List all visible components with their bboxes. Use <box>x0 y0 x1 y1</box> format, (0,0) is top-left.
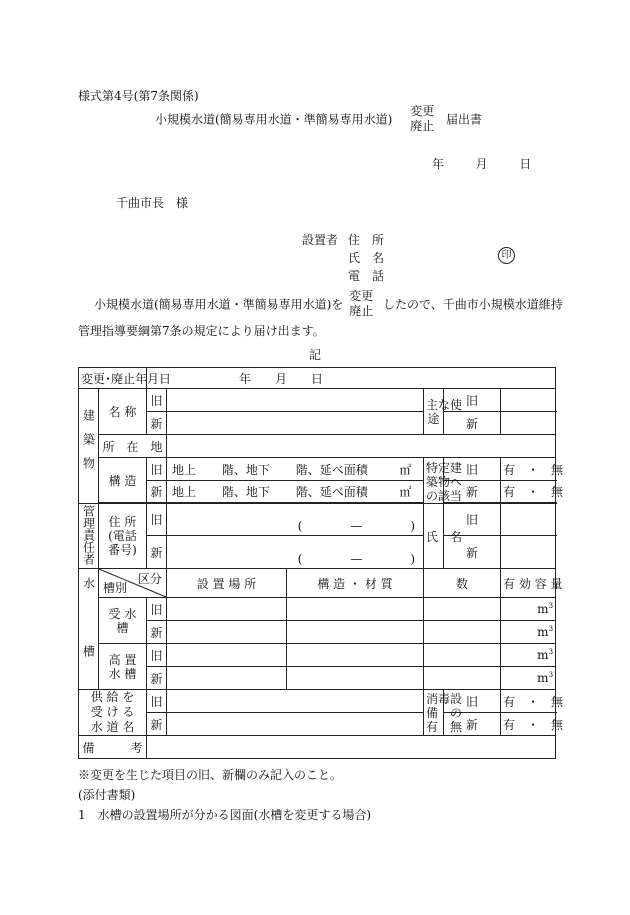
new-label: 新 <box>444 713 501 736</box>
manager-address-label: 住 所 (電話 番号) <box>99 504 147 569</box>
manager-name-old-field[interactable] <box>501 504 556 536</box>
receive-new-material-field[interactable] <box>287 621 424 644</box>
row-change-date <box>79 368 556 389</box>
location-field[interactable] <box>167 435 556 458</box>
old-label: 旧 <box>147 598 167 621</box>
structure-old-field[interactable]: 地上 階、地下 階、延べ面積 ㎡ <box>167 458 424 481</box>
disinfect-new-yes-no[interactable]: 有 ・ 無 <box>501 713 556 736</box>
building-name-new-field[interactable] <box>167 412 424 435</box>
applicant-name-label: 氏 名 <box>348 251 385 265</box>
manager-address-new-field[interactable]: ( — ) <box>167 536 424 569</box>
note-attachment-1: 1 水槽の設置場所が分かる図面(水槽を変更する場合) <box>78 808 372 822</box>
main-use-label: 主な使 途 <box>424 389 444 435</box>
elevated-old-place-field[interactable] <box>167 644 287 667</box>
supply-waterworks-label: 供 給 を 受 け る 水 道 名 <box>79 690 147 736</box>
elevated-new-material-field[interactable] <box>287 667 424 690</box>
manager-name-new-field[interactable] <box>501 536 556 569</box>
elevated-old-count-field[interactable] <box>424 644 501 667</box>
body-line-2: 管理指導要綱第7条の規定により届け出ます。 <box>78 324 325 338</box>
row-receive-old <box>79 598 556 621</box>
title-option-change: 変更 <box>410 104 435 118</box>
remarks-label: 備 考 <box>79 736 147 759</box>
supply-old-field[interactable] <box>167 690 424 713</box>
name-label: 名 称 <box>99 389 147 435</box>
new-label: 新 <box>147 621 167 644</box>
old-label: 旧 <box>444 690 501 713</box>
title-option-abolish: 廃止 <box>410 119 435 133</box>
change-date-field[interactable] <box>147 368 556 389</box>
structure-new-field[interactable]: 地上 階、地下 階、延べ面積 ㎡ <box>167 481 424 503</box>
old-label: 旧 <box>147 644 167 667</box>
manager-address-old-field[interactable]: ( — ) <box>167 504 424 536</box>
new-label: 新 <box>444 481 501 503</box>
elevated-tank-label: 高 置 水 槽 <box>99 644 147 690</box>
receive-new-count-field[interactable] <box>424 621 501 644</box>
addressee: 千曲市長 様 <box>116 196 189 210</box>
applicant-label: 設置者 <box>302 233 339 247</box>
elevated-new-count-field[interactable] <box>424 667 501 690</box>
old-label: 旧 <box>147 690 167 713</box>
form-number: 様式第4号(第7条関係) <box>78 89 199 103</box>
document-title <box>155 104 482 134</box>
applicant-phone-label: 電 話 <box>348 269 385 283</box>
new-label: 新 <box>147 481 167 503</box>
row-building-name-new <box>79 412 556 435</box>
old-label: 旧 <box>147 458 167 481</box>
date-year-label: 年 <box>432 157 445 171</box>
row-structure-old <box>79 458 556 481</box>
row-tank-header <box>79 569 556 598</box>
receive-old-material-field[interactable] <box>287 598 424 621</box>
supply-new-field[interactable] <box>167 713 424 736</box>
location-label: 所 在 地 <box>99 435 167 458</box>
disinfect-label: 消毒設 備 の 有 無 <box>424 690 444 736</box>
row-building-name-old <box>79 389 556 412</box>
note-fill-instruction: ※変更を生じた項目の旧、新欄のみ記入のこと。 <box>78 768 343 782</box>
new-label: 新 <box>147 713 167 736</box>
elevated-old-material-field[interactable] <box>287 644 424 667</box>
new-label: 新 <box>147 536 167 569</box>
specific-building-label: 特定建 築物へ の該当 <box>424 458 444 504</box>
install-place-header: 設 置 場 所 <box>167 569 287 598</box>
body-prefix: 小規模水道(簡易専用水道・準簡易専用水道)を <box>94 297 344 312</box>
capacity-header: 有 効 容 量 <box>501 569 556 598</box>
date-month-label: 月 <box>475 157 488 171</box>
old-label: 旧 <box>444 504 501 536</box>
title-suffix: 届出書 <box>446 112 483 127</box>
body-option <box>349 289 373 319</box>
change-date-label: 変更･廃止年月日 <box>79 368 147 389</box>
receive-old-capacity-field[interactable]: $m^3$ <box>501 598 556 621</box>
row-elevated-old <box>79 644 556 667</box>
old-label: 旧 <box>147 389 167 412</box>
form-table <box>78 367 564 759</box>
old-label: 旧 <box>444 389 501 412</box>
structure-label: 構 造 <box>99 458 147 503</box>
change-date-value: 年 月 日 <box>239 371 324 386</box>
receive-old-place-field[interactable] <box>167 598 287 621</box>
count-header: 数 <box>424 569 501 598</box>
row-manager-old <box>79 504 556 536</box>
specific-old-yes-no[interactable]: 有 ・ 無 <box>501 458 556 481</box>
title-prefix: 小規模水道(簡易専用水道・準簡易専用水道) <box>155 112 393 127</box>
old-label: 旧 <box>147 504 167 536</box>
disinfect-old-yes-no[interactable]: 有 ・ 無 <box>501 690 556 713</box>
body-option-abolish: 廃止 <box>349 304 374 318</box>
row-supply-old <box>79 690 556 713</box>
row-receive-new <box>79 621 556 644</box>
row-location <box>79 435 556 458</box>
old-label: 旧 <box>444 458 501 481</box>
seal-mark: 印 <box>498 247 515 264</box>
receive-new-capacity-field[interactable]: $m^3$ <box>501 621 556 644</box>
elevated-new-capacity-field[interactable]: $m^3$ <box>501 667 556 690</box>
row-structure-new <box>79 481 556 503</box>
manager-name-label: 氏 名 <box>424 504 444 569</box>
receive-new-place-field[interactable] <box>167 621 287 644</box>
new-label: 新 <box>147 667 167 690</box>
building-name-old-field[interactable] <box>167 389 424 412</box>
elevated-new-place-field[interactable] <box>167 667 287 690</box>
title-option <box>410 104 434 134</box>
row-remarks <box>79 736 556 759</box>
body-line-1 <box>94 289 563 319</box>
row-elevated-new <box>79 667 556 690</box>
applicant-address-label: 住 所 <box>348 233 385 247</box>
body-option-change: 変更 <box>349 289 374 303</box>
note-attachments-heading: (添付書類) <box>78 788 136 802</box>
date-day-label: 日 <box>519 157 532 171</box>
remarks-field[interactable] <box>147 736 556 759</box>
specific-new-yes-no[interactable]: 有 ・ 無 <box>501 481 556 503</box>
building-label: 建築物 <box>79 389 99 504</box>
new-label: 新 <box>444 536 501 569</box>
receive-old-count-field[interactable] <box>424 598 501 621</box>
main-use-old-field[interactable] <box>501 389 556 412</box>
ki-heading: 記 <box>309 348 322 362</box>
date-line <box>432 155 531 172</box>
new-label: 新 <box>444 412 501 435</box>
main-use-new-field[interactable] <box>501 412 556 435</box>
elevated-old-capacity-field[interactable]: $m^3$ <box>501 644 556 667</box>
body-suffix: したので、千曲市小規模水道維持 <box>383 297 563 312</box>
receive-tank-label: 受 水 槽 <box>99 598 147 644</box>
row-supply-new <box>79 713 556 736</box>
tank-label: 水 槽 <box>79 569 99 690</box>
material-header: 構 造 ・ 材 質 <box>287 569 424 598</box>
row-manager-new <box>79 536 556 569</box>
division-type-header: 区分 槽別 <box>99 569 167 598</box>
manager-label: 管理責任者 <box>79 504 99 569</box>
new-label: 新 <box>147 412 167 435</box>
